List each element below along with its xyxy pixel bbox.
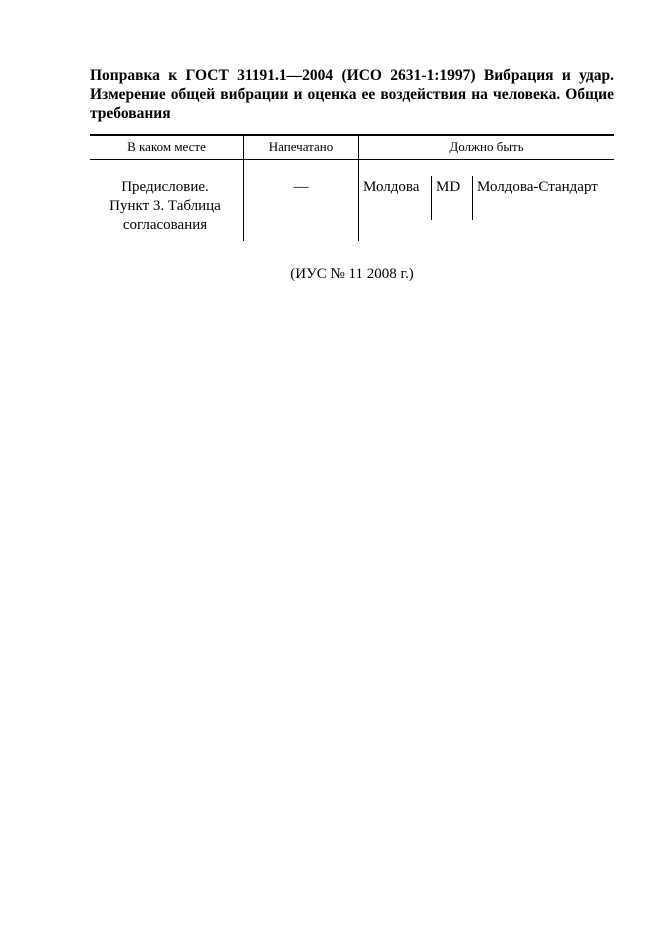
table-header-rule: [90, 159, 614, 160]
cell-where-line-1: Предисловие.: [121, 179, 209, 195]
column-divider-2: [358, 134, 359, 241]
cell-where-line-3: согласования: [122, 217, 208, 233]
cell-printed: —: [293, 179, 309, 195]
cell-country: Молдова: [363, 179, 420, 195]
inner-divider-2: [472, 176, 473, 220]
cell-where: [92, 178, 238, 235]
cell-standards-body: Молдова-Стандарт: [477, 179, 598, 195]
source-reference: (ИУС № 11 2008 г.): [290, 266, 414, 282]
cell-code: MD: [436, 179, 461, 195]
header-should-be: Должно быть: [449, 139, 524, 154]
header-printed: Напечатано: [268, 139, 334, 154]
cell-where-line-2: Пункт 3. Таблица: [109, 198, 221, 214]
document-title: Поправка к ГОСТ 31191.1—2004 (ИСО 2631-1:1997) Вибрация и удар. Измерение общей вибрации и оценка ее воздействия на человека. Общие требования: [90, 67, 614, 122]
header-where: В каком месте: [127, 139, 206, 154]
table-top-rule: [90, 134, 614, 136]
inner-divider-1: [431, 176, 432, 220]
